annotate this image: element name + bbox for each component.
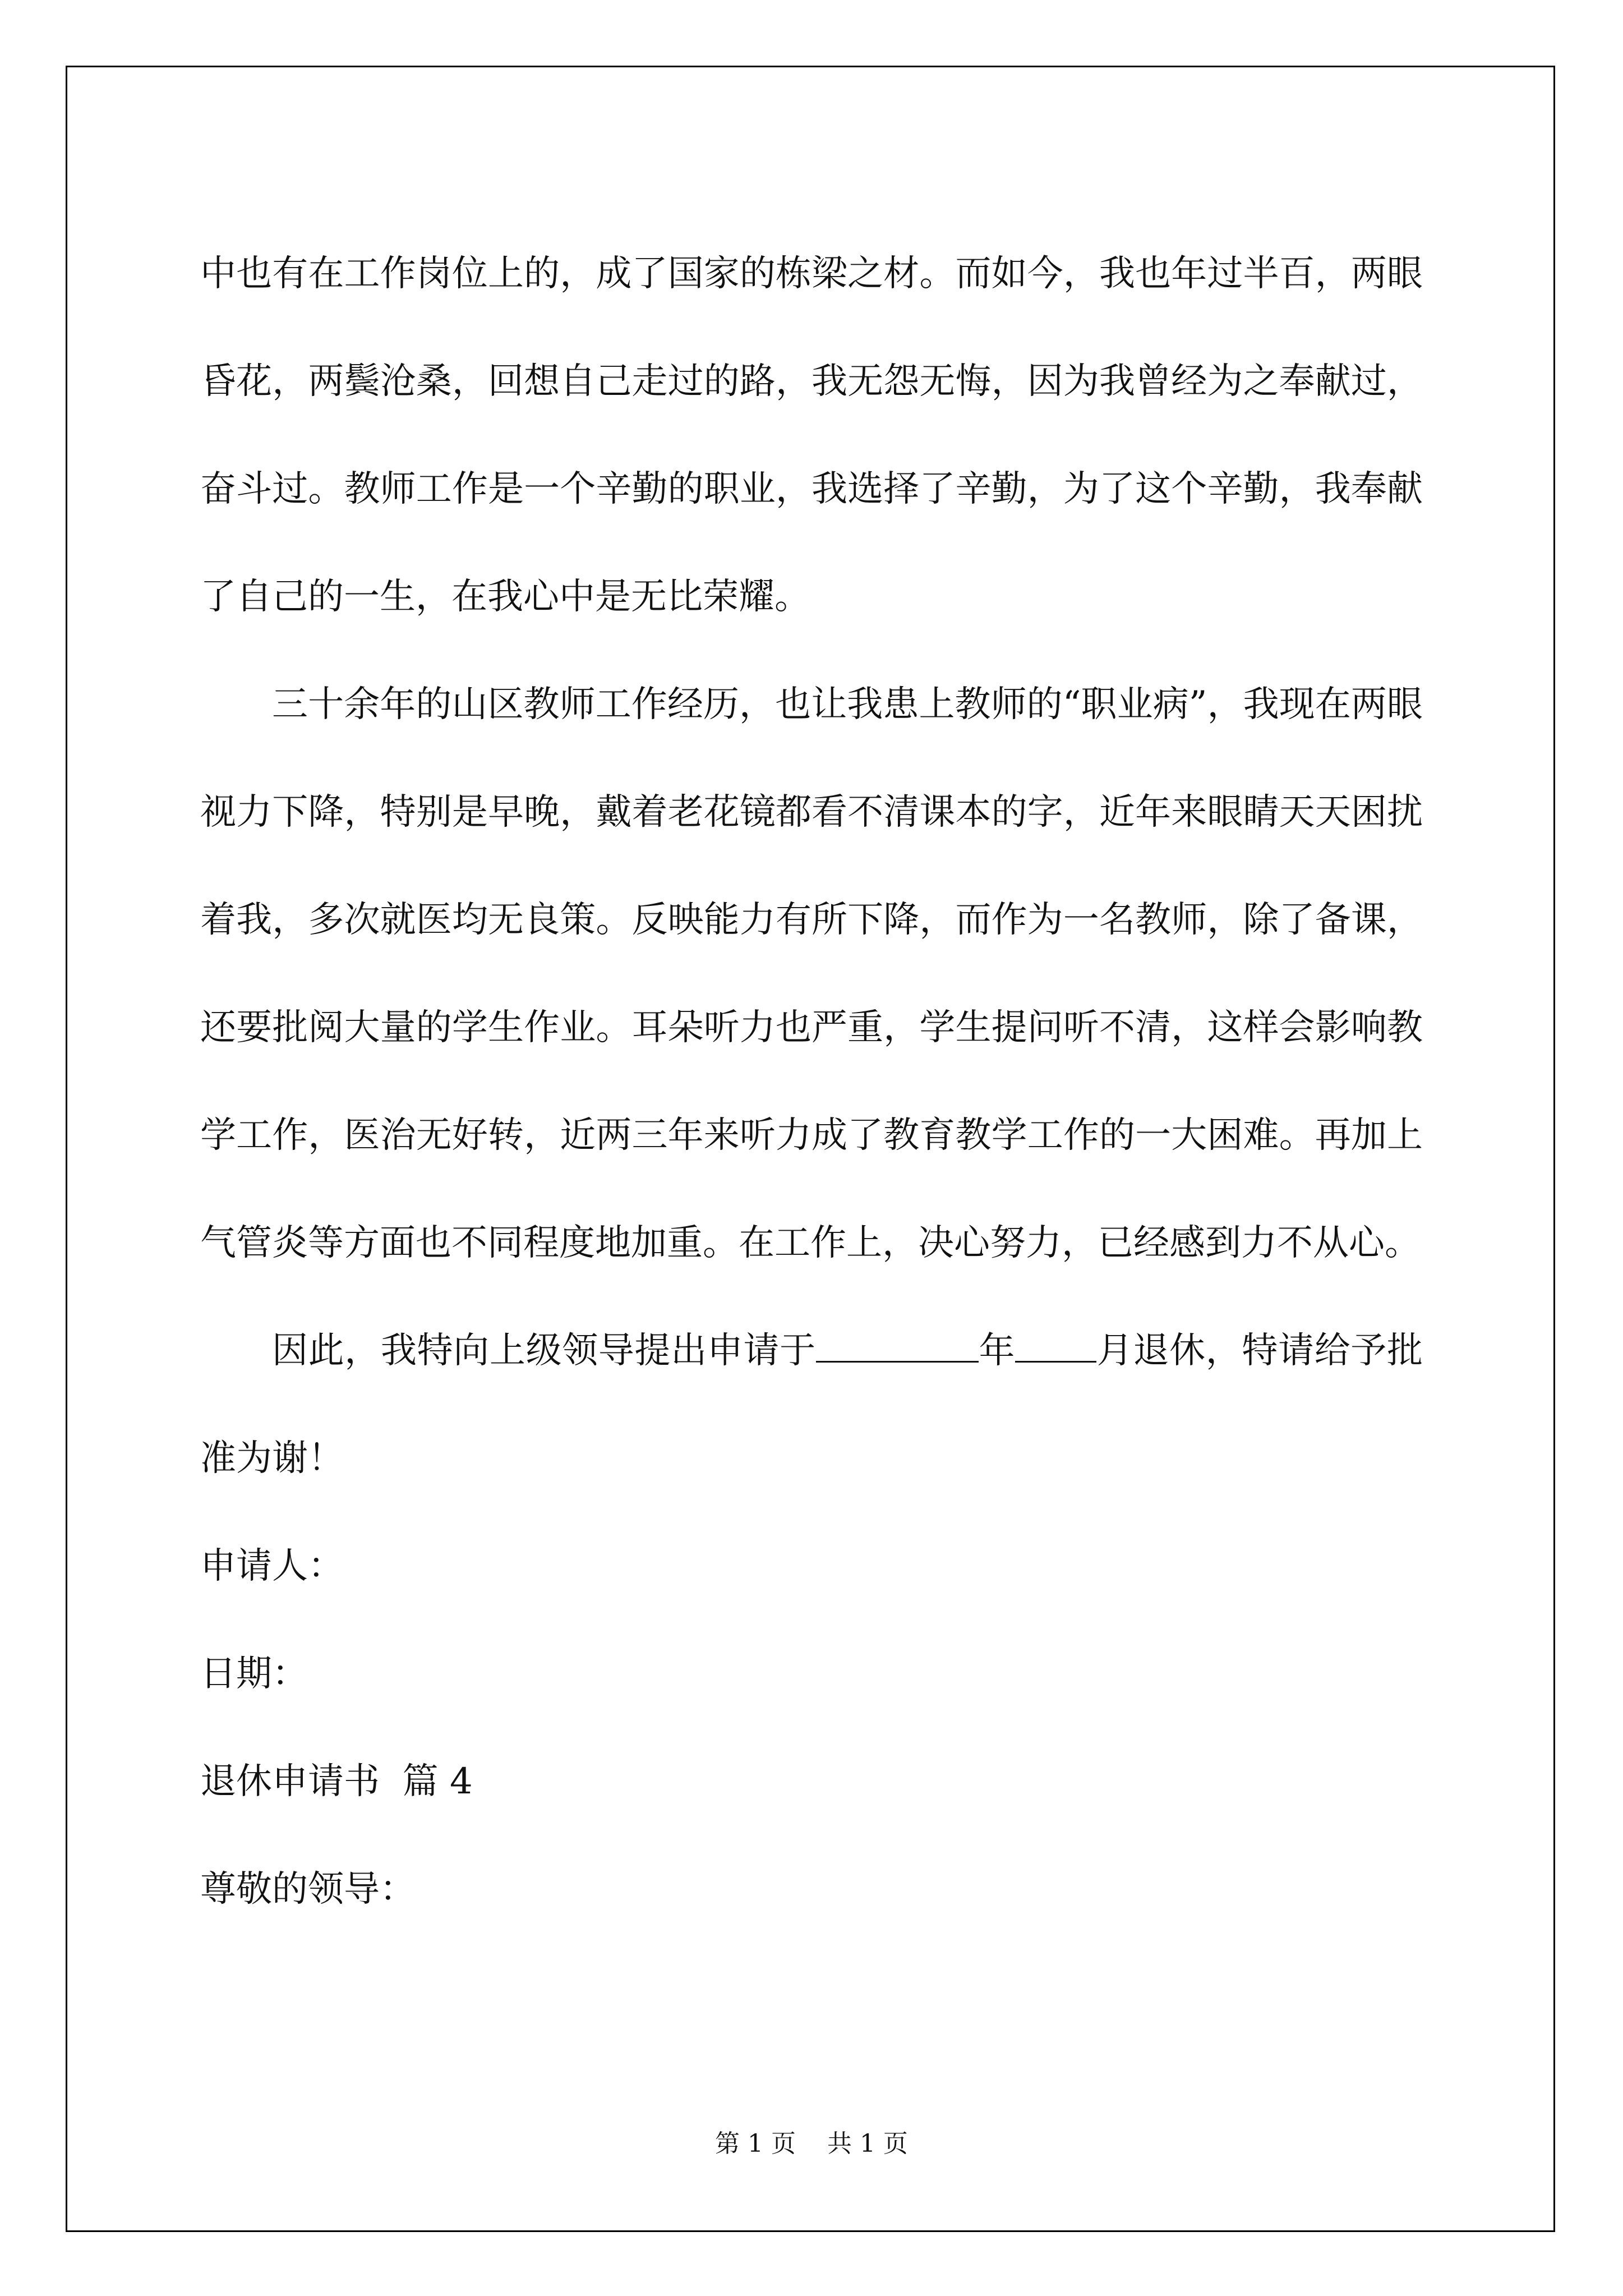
salutation: 尊敬的领导： — [200, 1869, 416, 1910]
year-label: 年 — [978, 1330, 1016, 1372]
request-text-after-month: 月退休，特请给予批准为谢！ — [200, 1330, 1423, 1479]
applicant-label: 申请人： — [200, 1545, 344, 1587]
date-label: 日期： — [200, 1653, 308, 1695]
month-blank — [1015, 1328, 1096, 1363]
body-paragraph-2: 三十余年的山区教师工作经历，也让我患上教师的“职业病”，我现在两眼视力下降，特别是早晚，戴着老花镜都看不清课本的字，近年来眼睛天天困扰着我，多次就医均无良策。反映能力有所下降，而作为一名教师，除了备课，还要批阅大量的学生作业。耳朵听力也严重，学生提问听不清，这样会影响教学工作，医治无好转，近两三年来听力成了教育教学工作的一大困难。再加上气管炎等方面也不同程度地加重。在工作上，决心努力，已经感到力不从心。 — [200, 684, 1423, 1264]
retirement-request-paragraph — [200, 1297, 1423, 1512]
request-text-before-year: 因此，我特向上级领导提出申请于 — [272, 1330, 816, 1372]
document-body — [200, 220, 1423, 1943]
year-blank — [816, 1328, 979, 1363]
body-paragraph-1: 中也有在工作岗位上的，成了国家的栋梁之材。而如今，我也年过半百，两眼昏花，两鬓沧桑，回想自己走过的路，我无怨无悔，因为我曾经为之奉献过，奋斗过。教师工作是一个辛勤的职业，我选择了辛勤，为了这个辛勤，我奉献了自己的一生，在我心中是无比荣耀。 — [200, 253, 1423, 618]
page-footer: 第 1 页 共 1 页 — [715, 2129, 908, 2158]
section-heading: 退休申请书 篇 4 — [200, 1761, 473, 1802]
